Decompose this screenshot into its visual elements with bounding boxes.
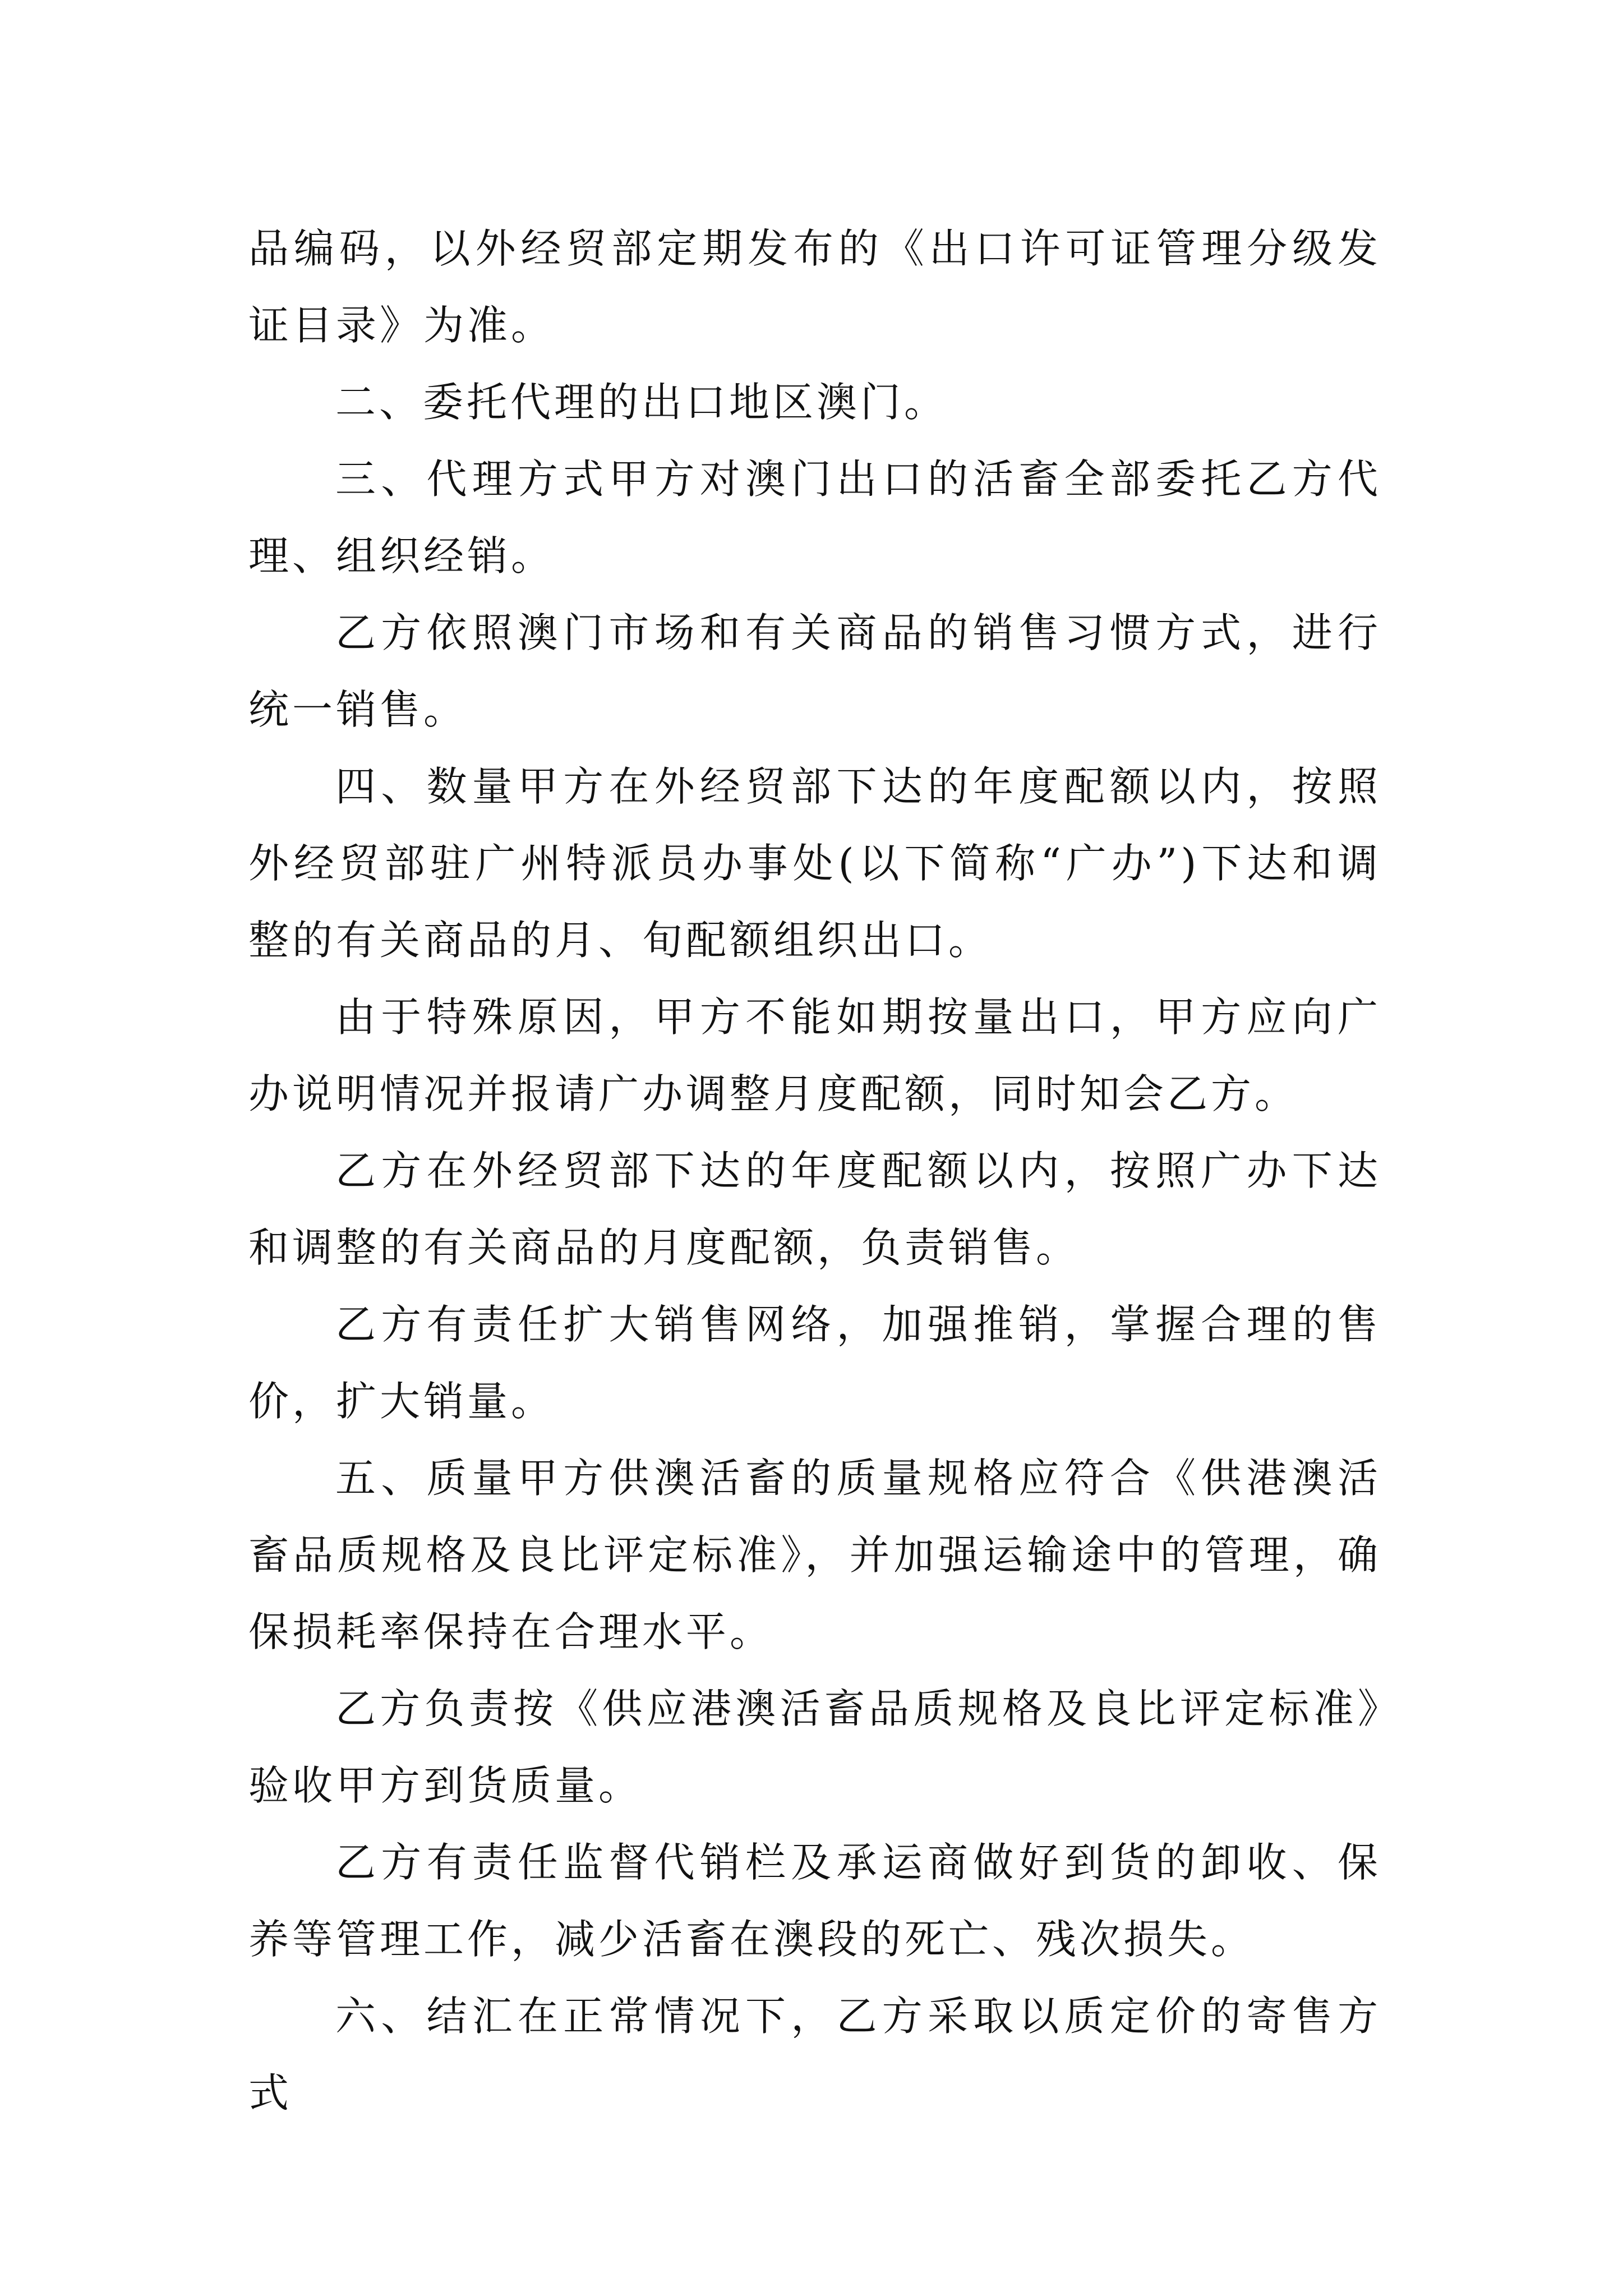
paragraph-8: 乙方有责任扩大销售网络，加强推销，掌握合理的售价，扩大销量。 [248, 1301, 1381, 1425]
paragraph-11: 乙方有责任监督代销栏及承运商做好到货的卸收、保养等管理工作，减少活畜在澳段的死亡、残次损失。 [248, 1839, 1381, 1963]
paragraph-1: 品编码，以外经贸部定期发布的《出口许可证管理分级发证目录》为准。 [248, 225, 1381, 349]
paragraph-10: 乙方负责按《供应港澳活畜品质规格及良比评定标准》验收甲方到货质量。 [248, 1685, 1381, 1809]
paragraph-9: 五、质量甲方供澳活畜的质量规格应符合《供港澳活畜品质规格及良比评定标准》，并加强运输途中的管理，确保损耗率保持在合理水平。 [248, 1455, 1381, 1655]
paragraph-2: 二、委托代理的出口地区澳门。 [335, 379, 948, 426]
paragraph-7: 乙方在外经贸部下达的年度配额以内，按照广办下达和调整的有关商品的月度配额，负责销售。 [248, 1147, 1381, 1271]
paragraph-4: 乙方依照澳门市场和有关商品的销售习惯方式，进行统一销售。 [248, 609, 1381, 733]
document-body [248, 210, 1381, 2132]
paragraph-3: 三、代理方式甲方对澳门出口的活畜全部委托乙方代理、组织经销。 [248, 455, 1381, 579]
paragraph-12: 六、结汇在正常情况下，乙方采取以质定价的寄售方式 [248, 1993, 1381, 2116]
paragraph-5: 四、数量甲方在外经贸部下达的年度配额以内，按照外经贸部驻广州特派员办事处(以下简称“广办”)下达和调整的有关商品的月、旬配额组织出口。 [248, 763, 1381, 964]
paragraph-6: 由于特殊原因，甲方不能如期按量出口，甲方应向广办说明情况并报请广办调整月度配额，同时知会乙方。 [248, 993, 1381, 1117]
